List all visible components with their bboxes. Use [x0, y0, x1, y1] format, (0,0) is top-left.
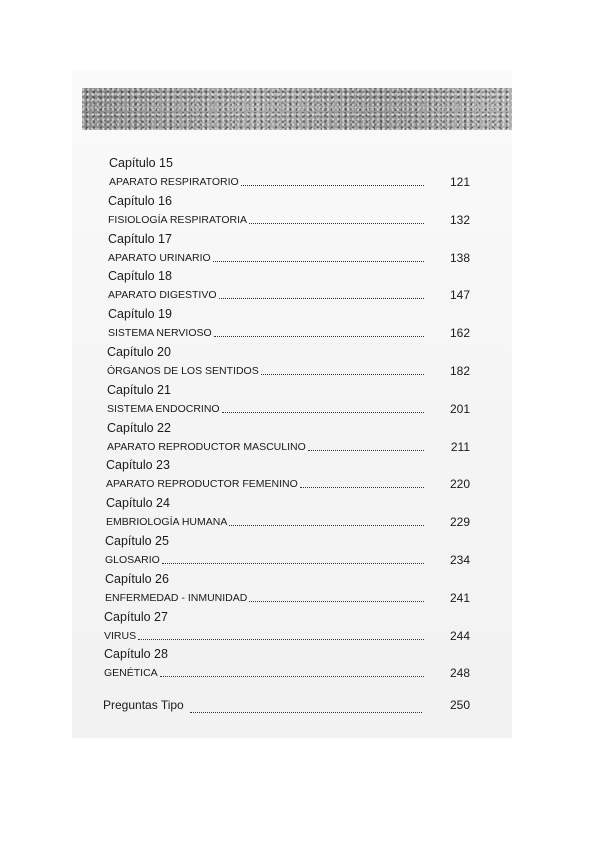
chapter-title: ÓRGANOS DE LOS SENTIDOS [107, 365, 259, 377]
page-number: 182 [449, 364, 470, 378]
chapter-heading: Capítulo 26 [105, 571, 169, 586]
chapter-entry [105, 591, 424, 605]
page-number: 162 [449, 326, 470, 341]
page-number: 248 [449, 666, 470, 681]
chapter-entry [108, 213, 424, 227]
chapter-heading: Capítulo 28 [104, 647, 168, 662]
chapter-entry [108, 326, 424, 340]
extra-entry-page: 250 [449, 698, 470, 712]
page-number: 138 [449, 250, 470, 265]
chapter-heading: Capítulo 27 [104, 609, 168, 624]
chapter-title: SISTEMA NERVIOSO [108, 327, 212, 340]
dot-leader [249, 222, 424, 224]
dot-leader [222, 411, 424, 413]
chapter-heading: Capítulo 19 [108, 307, 172, 322]
chapter-heading: Capítulo 22 [107, 420, 171, 435]
chapter-entry [107, 440, 424, 454]
chapter-title: ENFERMEDAD - INMUNIDAD [105, 591, 248, 604]
extra-entry-leader [190, 711, 422, 713]
chapter-title: APARATO RESPIRATORIO [109, 176, 239, 188]
chapter-heading: Capítulo 16 [108, 193, 172, 208]
chapter-entry [108, 251, 424, 265]
dot-leader [214, 335, 424, 337]
chapter-heading: Capítulo 15 [109, 156, 173, 170]
chapter-heading: Capítulo 17 [108, 231, 172, 246]
chapter-heading: Capítulo 21 [107, 382, 171, 397]
chapter-entry [106, 515, 424, 529]
dot-leader [138, 638, 424, 640]
dot-leader [162, 562, 424, 564]
chapter-entry [107, 364, 424, 378]
chapter-entry [108, 288, 424, 302]
page-number: 234 [449, 553, 470, 567]
chapter-entry [104, 666, 424, 680]
chapter-entry [106, 477, 424, 491]
dot-leader [213, 260, 424, 262]
dot-leader [249, 600, 424, 602]
chapter-entry [104, 629, 424, 643]
page-number: 229 [449, 515, 470, 530]
chapter-title: APARATO REPRODUCTOR FEMENINO [106, 478, 298, 491]
chapter-title: APARATO URINARIO [108, 251, 211, 264]
page-number: 147 [449, 288, 470, 303]
dot-leader [160, 675, 424, 677]
chapter-title: APARATO REPRODUCTOR MASCULINO [107, 440, 306, 453]
chapter-title: VIRUS [104, 629, 137, 642]
page-number: 241 [449, 590, 470, 605]
chapter-heading: Capítulo 20 [107, 345, 171, 359]
chapter-entry [107, 402, 424, 416]
chapter-title: GENÉTICA [104, 667, 158, 680]
chapter-heading: Capítulo 25 [105, 534, 169, 548]
page-number: 132 [449, 212, 470, 227]
chapter-title: FISIOLOGÍA RESPIRATORIA [108, 213, 248, 226]
dot-leader [261, 373, 424, 375]
extra-entry-title: Preguntas Tipo [103, 698, 184, 712]
page-number: 201 [449, 401, 470, 416]
chapter-entry [109, 175, 424, 189]
chapter-title: GLOSARIO [105, 554, 160, 566]
dot-leader [219, 297, 424, 299]
page-number: 220 [449, 477, 470, 492]
dot-leader [241, 184, 424, 186]
chapter-title: EMBRIOLOGÍA HUMANA [106, 516, 228, 529]
chapter-heading: Capítulo 23 [106, 458, 170, 473]
chapter-entry [105, 553, 424, 567]
dot-leader [300, 486, 424, 488]
chapter-title: APARATO DIGESTIVO [108, 289, 217, 302]
page-number: 121 [449, 175, 470, 189]
chapter-heading: Capítulo 18 [108, 269, 172, 284]
dot-leader [308, 449, 424, 451]
page-number: 211 [450, 439, 470, 454]
chapter-title: SISTEMA ENDOCRINO [107, 402, 220, 415]
chapter-heading: Capítulo 24 [106, 496, 170, 511]
page-number: 244 [449, 628, 470, 643]
dot-leader [229, 524, 424, 526]
